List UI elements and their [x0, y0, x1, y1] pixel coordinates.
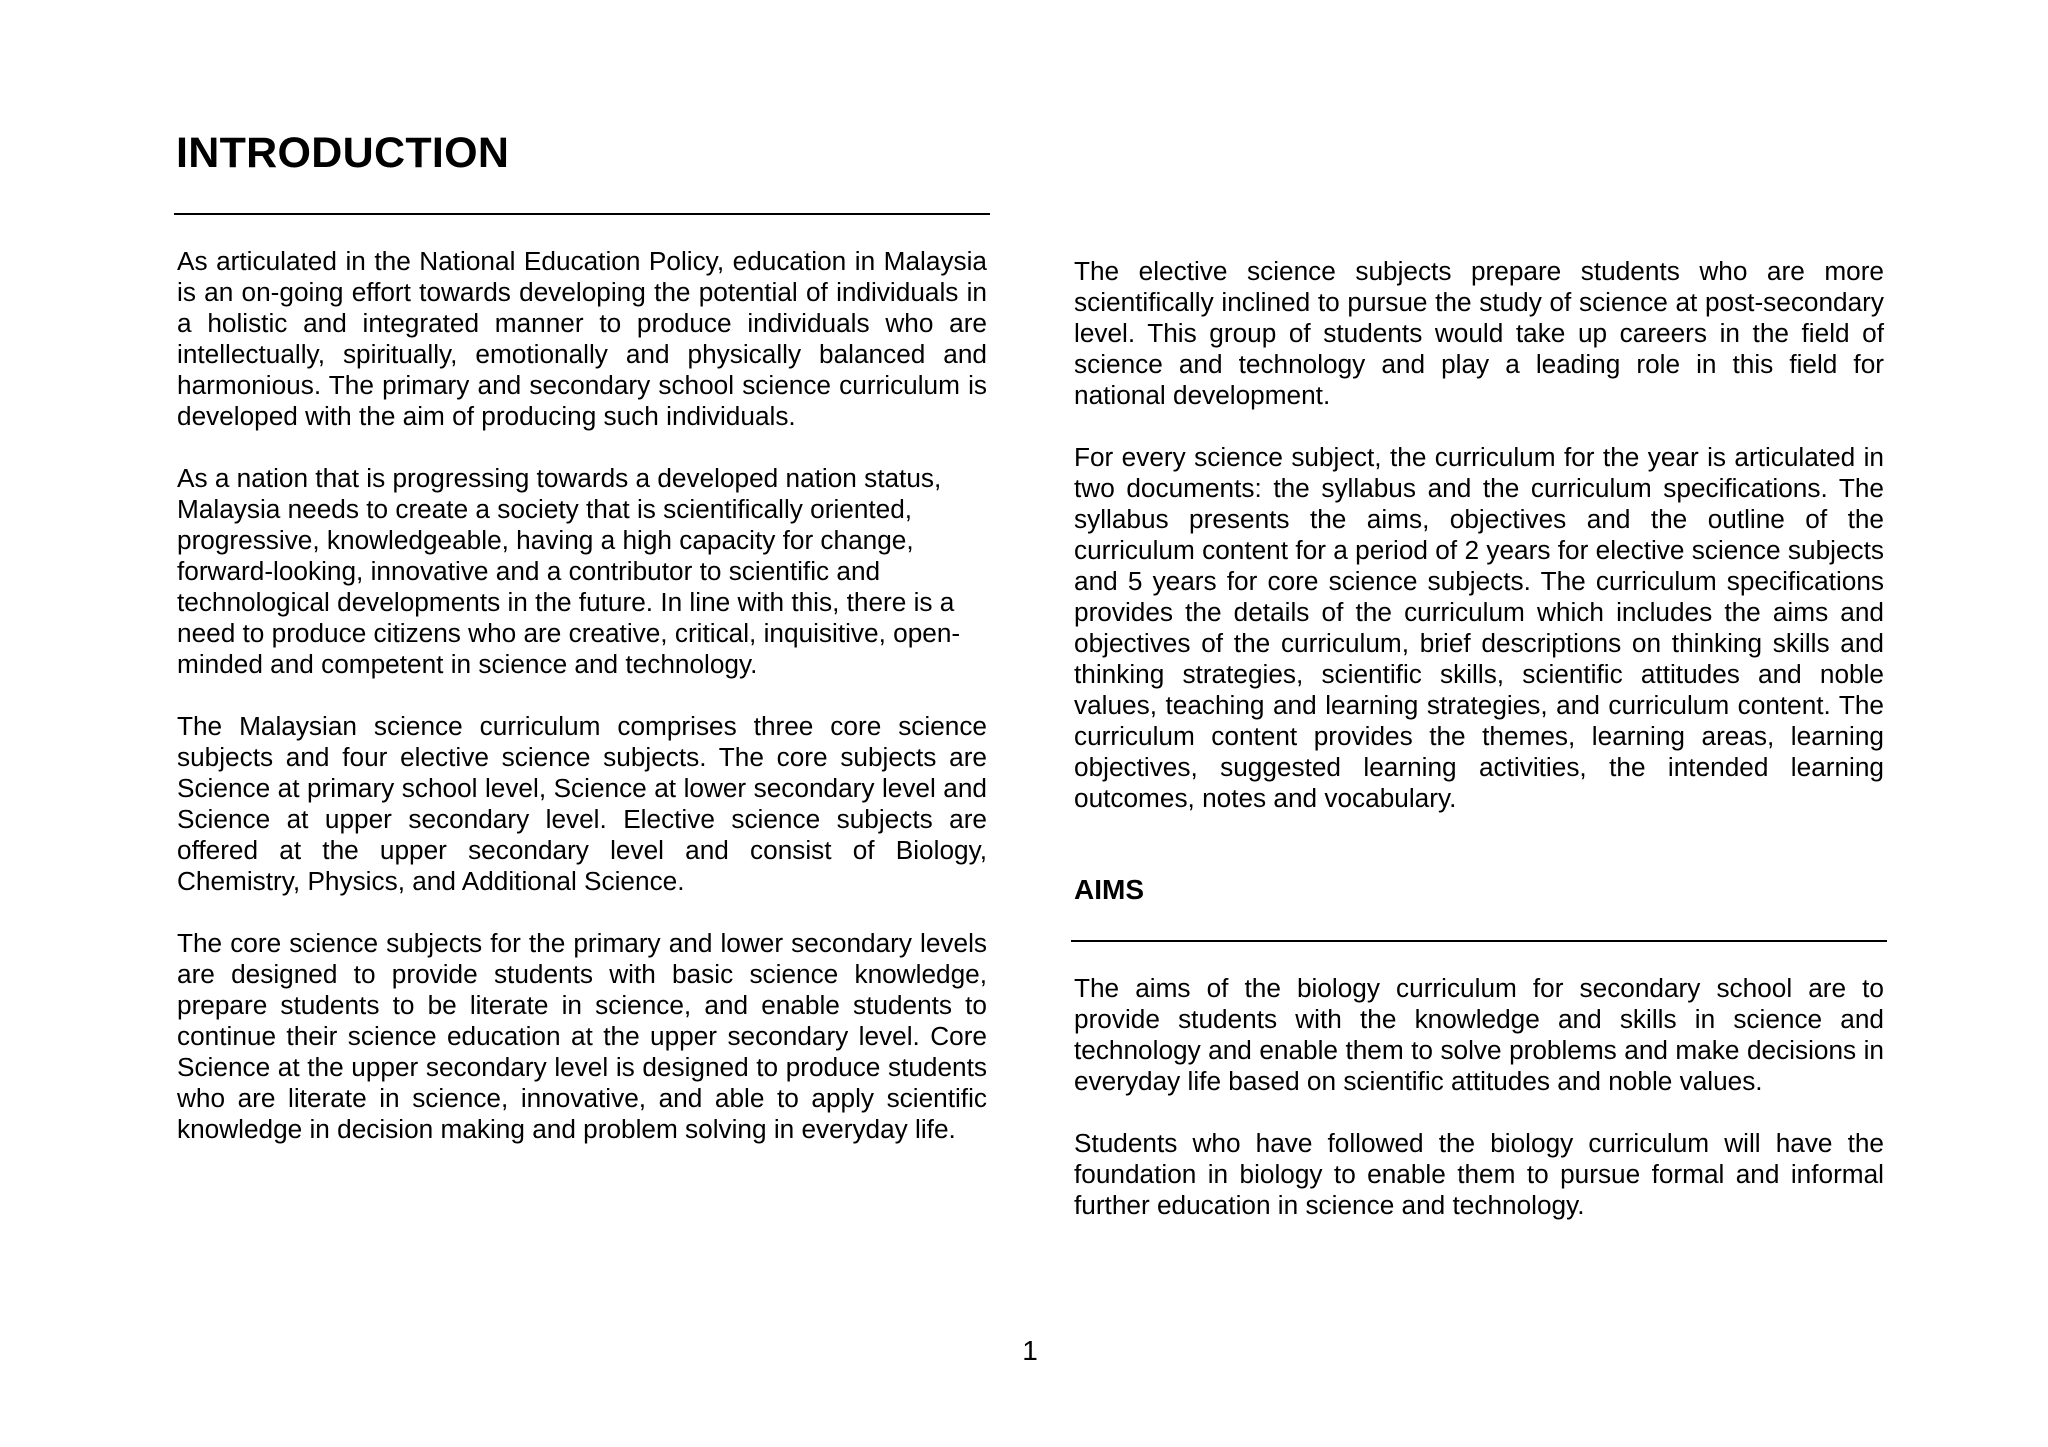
page-number: 1 [1022, 1335, 1038, 1366]
title-divider [174, 213, 990, 215]
aims-section [1074, 973, 1884, 1252]
aims-paragraph-2: Students who have followed the biology curriculum will have the foundation in biology to enable them to pursue formal and informal further education in science and technology. [1074, 1128, 1884, 1220]
aims-heading: AIMS [1074, 874, 1144, 905]
intro-paragraph-3: The Malaysian science curriculum comprises three core science subjects and four elective science subjects. The core subjects are Science at primary school level, Science at lower secondary level and Science at upper secondary level. Elective science subjects are offered at the upper secondary level and consist of Biology, Chemistry, Physics, and Additional Science. [177, 711, 987, 896]
aims-divider [1071, 940, 1887, 942]
intro-paragraph-4: The core science subjects for the primary and lower secondary levels are designed to provide students with basic science knowledge, prepare students to be literate in science, and enable students to continue their science education at the upper secondary level. Core Science at the upper secondary level is designed to produce students who are literate in science, innovative, and able to apply scientific knowledge in decision making and problem solving in everyday life. [177, 928, 987, 1144]
intro-paragraph-1: As articulated in the National Education Policy, education in Malaysia is an on-going effort towards developing the potential of individuals in a holistic and integrated manner to produce individuals who are intellectually, spiritually, emotionally and physically balanced and harmonious. The primary and secondary school science curriculum is developed with the aim of producing such individuals. [177, 246, 987, 431]
left-column [177, 246, 987, 1176]
right-column [1074, 256, 1884, 845]
intro-paragraph-6: For every science subject, the curriculum for the year is articulated in two documents: the syllabus and the curriculum specifications. The syllabus presents the aims, objectives and the outline of the curriculum content for a period of 2 years for elective science subjects and 5 years for core science subjects. The curriculum specifications provides the details of the curriculum which includes the aims and objectives of the curriculum, brief descriptions on thinking skills and thinking strategies, scientific skills, scientific attitudes and noble values, teaching and learning strategies, and curriculum content. The curriculum content provides the themes, learning areas, learning objectives, suggested learning activities, the intended learning outcomes, notes and vocabulary. [1074, 442, 1884, 813]
page-title: INTRODUCTION [176, 129, 510, 177]
intro-paragraph-2: As a nation that is progressing towards a developed nation status, Malaysia needs to create a society that is scientifically oriented, progressive, knowledgeable, having a high capacity for change, forward-looking, innovative and a contributor to scientific and technological developments in the future. In line with this, there is a need to produce citizens who are creative, critical, inquisitive, open-minded and competent in science and technology. [177, 463, 961, 679]
aims-paragraph-1: The aims of the biology curriculum for secondary school are to provide students with the knowledge and skills in science and technology and enable them to solve problems and make decisions in everyday life based on scientific attitudes and noble values. [1074, 973, 1884, 1096]
intro-paragraph-5: The elective science subjects prepare students who are more scientifically inclined to pursue the study of science at post-secondary level. This group of students would take up careers in the field of science and technology and play a leading role in this field for national development. [1074, 256, 1884, 410]
